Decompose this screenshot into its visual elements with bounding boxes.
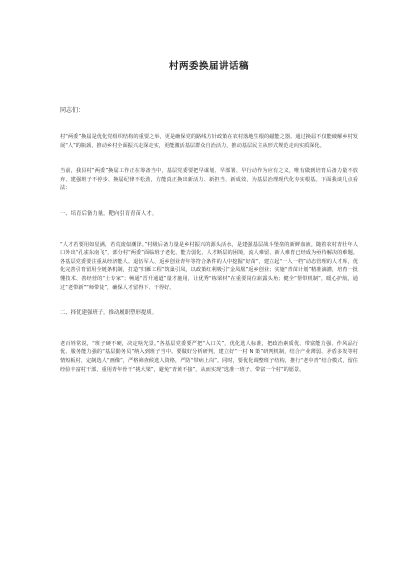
document-title: 村两委换届讲话稿: [168, 61, 249, 72]
paragraph-team: 老百姓常说，“班子硬不硬，决定啥光景。”各基层党委要严把“入口关”，优化选人标准，把政治素质优、带富能力强、作风品行优、服务能力强的“基层勤务员”纳入到班子当中。要做好分析研判，建立好“一村 N 策”研判机制，结合产业薄弱、矛盾多发等村情短板村，定制选人“画像”，严格筛查候选人资格，严防“带病上岗”。同时，要优化调整班子结构，推行“老中青”结合模式，留住经验丰富村干部，重用青年骨干“挑大梁”，避免“青黄不接”，从而实现“选准一班子、带富一个村”的愿景。: [60, 340, 358, 373]
paragraph-intro: 村“两委”换届是优化党组织结构的重要之举，更是确保党的路线方针政策在农村落地生根的磁能之器。通过换届不仅能破解乡村发展“人”的瓶颈，推动乡村全面振兴走深走实，更能激活基层群众自治活力，推动基层民主从形式规范走向实质深化。: [60, 134, 358, 149]
section-heading-2: 二、择优建强班子，推动履职塑形提质。: [60, 310, 158, 317]
section-heading-1: 一、培育后备力量，靶向引育青苗人才。: [60, 210, 158, 217]
paragraph-talent: “人才若要用如星满，若荒废似潮泽。”村级后备力量是乡村振兴的源头活水，是建强基层战斗堡垒的新鲜血液。随着农村青壮年人口外出“孔雀东南飞”，部分村“两委”面临班子老化、能力弱化、人才断层的困境，流人难留、新人难育已经成为亟待解决的难题。各基层党委要注重从经济能人、退伍军人、返乡创业青年等符合条件的人中挖掘“好苗”，建立起“一人一档”动态管理的人才库，优化完善引育留用全链条机制，打造“归雁工程”筑巢引凤，以政策红利吸引“金凤凰”返乡创业；实施“青苗计划”精准滴灌，培育一批懂技术、善经营的“土专家”；畅通“晋升通道”量才施用，让优秀“栋梁材”在重要岗位崭露头角；健全“帮带机制”，暖心护航，通过“老带新”“师带徒”，确保人才留得下、干得好。: [60, 241, 358, 291]
salutation: 同志们：: [60, 107, 85, 114]
paragraph-current-situation: 当前，我县村“两委”换届工作正在筹备当中，基层党委要把早谋划、早部署、早行动作为应有之义，唯有做到培育后备力量不放弃、建强班子不停步、换届纪律不松劲，方能真正换出新活力、新担当、新成效，为基层治理现代化夯实根基。下面我谈几点看法：: [60, 168, 358, 192]
